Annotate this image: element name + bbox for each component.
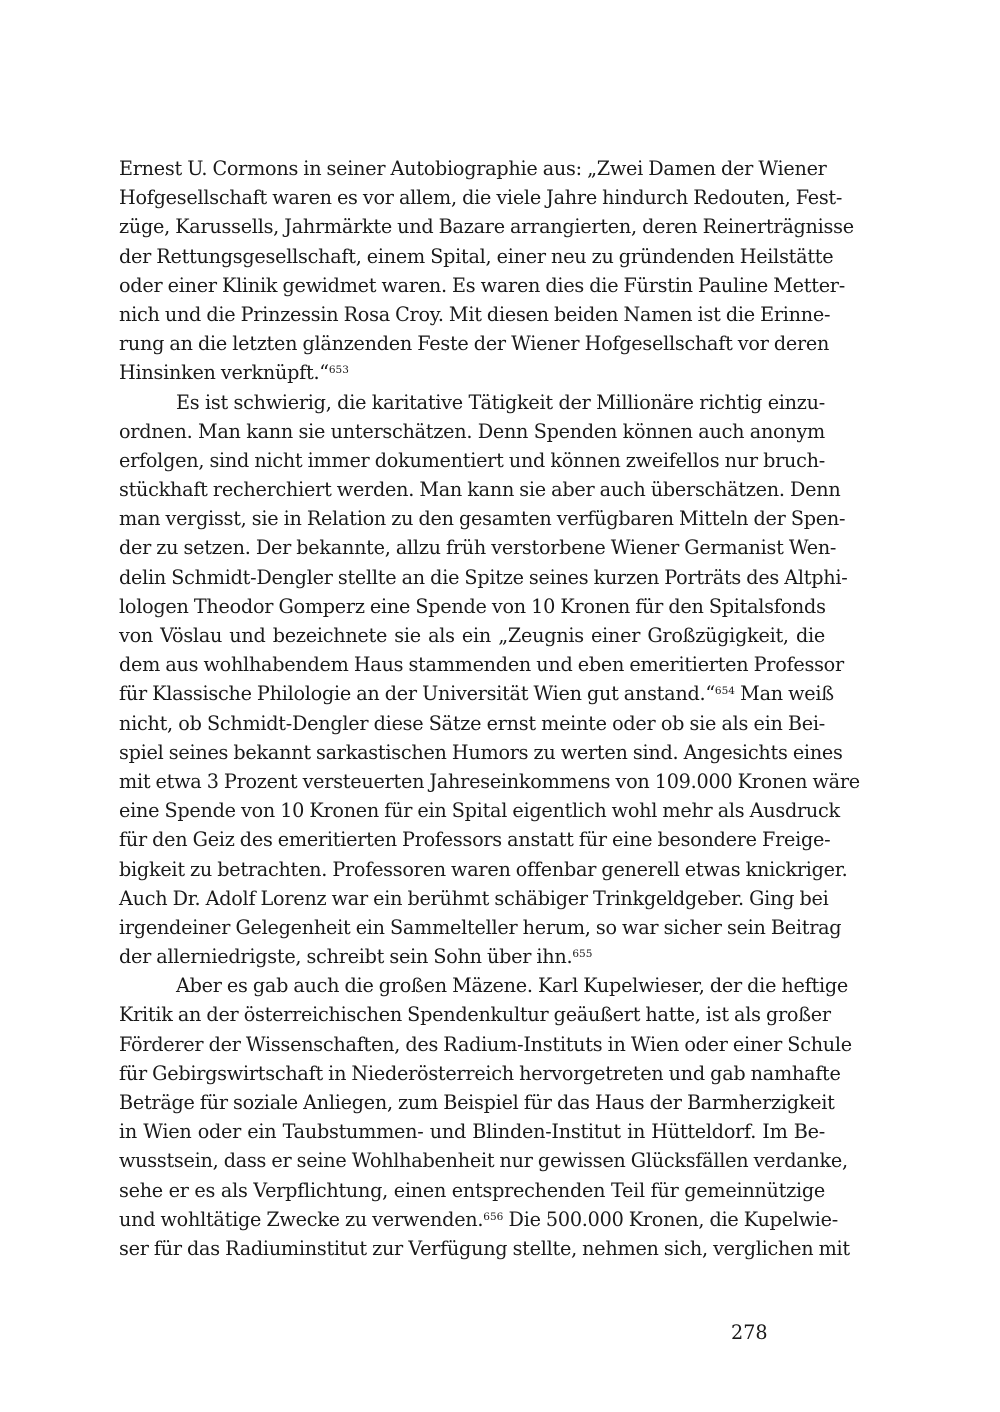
text-line: ser für das Radiuminstitut zur Verfügung stellte, nehmen sich, verglichen mit bbox=[119, 1236, 850, 1260]
paragraph bbox=[119, 971, 852, 1263]
text-line: spiel seines bekannt sarkastischen Humors zu werten sind. Angesichts eines bbox=[119, 740, 843, 764]
page-number: 278 bbox=[731, 1321, 768, 1344]
text-line: der Rettungsgesellschaft, einem Spital, einer neu zu gründenden Heilstätte bbox=[119, 244, 834, 268]
text-line bbox=[119, 358, 825, 387]
page-body bbox=[119, 154, 860, 1263]
text-line: sehe er es als Verpflichtung, einen entsprechenden Teil für gemeinnützige bbox=[119, 1178, 825, 1202]
text-fragment: Die 500.000 Kronen, die Kupelwie- bbox=[503, 1207, 838, 1231]
text-line: nicht, ob Schmidt-Dengler diese Sätze ernst meinte oder ob sie als ein Bei- bbox=[119, 711, 825, 735]
text-line: Kritik an der österreichischen Spendenkultur geäußert hatte, ist als großer bbox=[119, 1003, 831, 1027]
text-line: Ernest U. Cormons in seiner Autobiographie aus: „Zwei Damen der Wiener bbox=[119, 157, 827, 180]
text-fragment: der allerniedrigste, schreibt sein Sohn über ihn. bbox=[119, 945, 573, 969]
text-line: wusstsein, dass er seine Wohlhabenheit nur gewissen Glücksfällen verdanke, bbox=[119, 1149, 848, 1173]
footnote-marker: 654 bbox=[714, 685, 735, 698]
text-line: irgendeiner Gelegenheit ein Sammelteller herum, so war sicher sein Beitrag bbox=[119, 915, 842, 939]
text-line: erfolgen, sind nicht immer dokumentiert und können zweifellos nur bruch- bbox=[119, 448, 825, 472]
footnote-marker: 656 bbox=[483, 1210, 504, 1223]
text-line: für den Geiz des emeritierten Professors anstatt für eine besondere Freige- bbox=[119, 828, 831, 852]
text-line: Beträge für soziale Anliegen, zum Beispiel für das Haus der Barmherzigkeit bbox=[119, 1091, 835, 1114]
text-line: oder einer Klinik gewidmet waren. Es waren dies die Fürstin Pauline Metter- bbox=[119, 273, 845, 297]
text-fragment: für Klassische Philologie an der Universität Wien gut anstand.“ bbox=[119, 682, 715, 706]
text-line: ordnen. Man kann sie unterschätzen. Denn Spenden können auch anonym bbox=[119, 419, 825, 443]
text-line: rung an die letzten glänzenden Feste der Wiener Hofgesellschaft vor deren bbox=[119, 332, 830, 356]
text-fragment: und wohltätige Zwecke zu verwenden. bbox=[119, 1207, 484, 1231]
text-line: von Vöslau und bezeichnete sie als ein „Zeugnis einer Großzügigkeit, die bbox=[119, 624, 825, 647]
text-line: Es ist schwierig, die karitative Tätigkeit der Millionäre richtig einzu- bbox=[176, 390, 825, 414]
text-line: stückhaft recherchiert werden. Man kann sie aber auch überschätzen. Denn bbox=[119, 478, 841, 502]
text-line: für Gebirgswirtschaft in Niederösterreich hervorgetreten und gab namhafte bbox=[119, 1061, 841, 1085]
text-line: in Wien oder ein Taubstummen- und Blinden-Institut in Hütteldorf. Im Be- bbox=[119, 1120, 825, 1144]
paragraph bbox=[119, 154, 854, 388]
text-line: delin Schmidt-Dengler stellte an die Spitze seines kurzen Porträts des Altphi- bbox=[119, 565, 848, 589]
text-line: dem aus wohlhabendem Haus stammenden und eben emeritierten Professor bbox=[119, 653, 844, 677]
text-line: nich und die Prinzessin Rosa Croy. Mit diesen beiden Namen ist die Erinne- bbox=[119, 302, 831, 326]
text-line: mit etwa 3 Prozent versteuerten Jahreseinkommens von 109.000 Kronen wäre bbox=[119, 769, 860, 793]
text-line: man vergisst, sie in Relation zu den gesamten verfügbaren Mitteln der Spen- bbox=[119, 507, 846, 531]
text-line bbox=[119, 679, 834, 708]
text-line bbox=[119, 942, 825, 971]
text-line: Hofgesellschaft waren es vor allem, die viele Jahre hindurch Redouten, Fest- bbox=[119, 186, 843, 210]
text-fragment: Man weiß bbox=[734, 682, 834, 706]
text-line bbox=[119, 1205, 838, 1234]
text-fragment: Hinsinken verknüpft.“ bbox=[119, 361, 329, 385]
text-line: lologen Theodor Gomperz eine Spende von 10 Kronen für den Spitalsfonds bbox=[119, 594, 826, 618]
paragraph bbox=[119, 388, 860, 972]
text-line: bigkeit zu betrachten. Professoren waren offenbar generell etwas knickriger. bbox=[119, 857, 848, 881]
text-line: Aber es gab auch die großen Mäzene. Karl Kupelwieser, der die heftige bbox=[176, 974, 848, 998]
text-line: Auch Dr. Adolf Lorenz war ein berühmt schäbiger Trinkgeldgeber. Ging bei bbox=[119, 886, 829, 910]
text-line: Förderer der Wissenschaften, des Radium-Instituts in Wien oder einer Schule bbox=[119, 1032, 852, 1056]
footnote-marker: 655 bbox=[572, 948, 593, 961]
text-line: züge, Karussells, Jahrmärkte und Bazare arrangierten, deren Reinerträgnisse bbox=[119, 215, 854, 239]
footnote-marker: 653 bbox=[328, 364, 349, 377]
text-line: eine Spende von 10 Kronen für ein Spital eigentlich wohl mehr als Ausdruck bbox=[119, 799, 840, 823]
text-line: der zu setzen. Der bekannte, allzu früh verstorbene Wiener Germanist Wen- bbox=[119, 536, 837, 560]
